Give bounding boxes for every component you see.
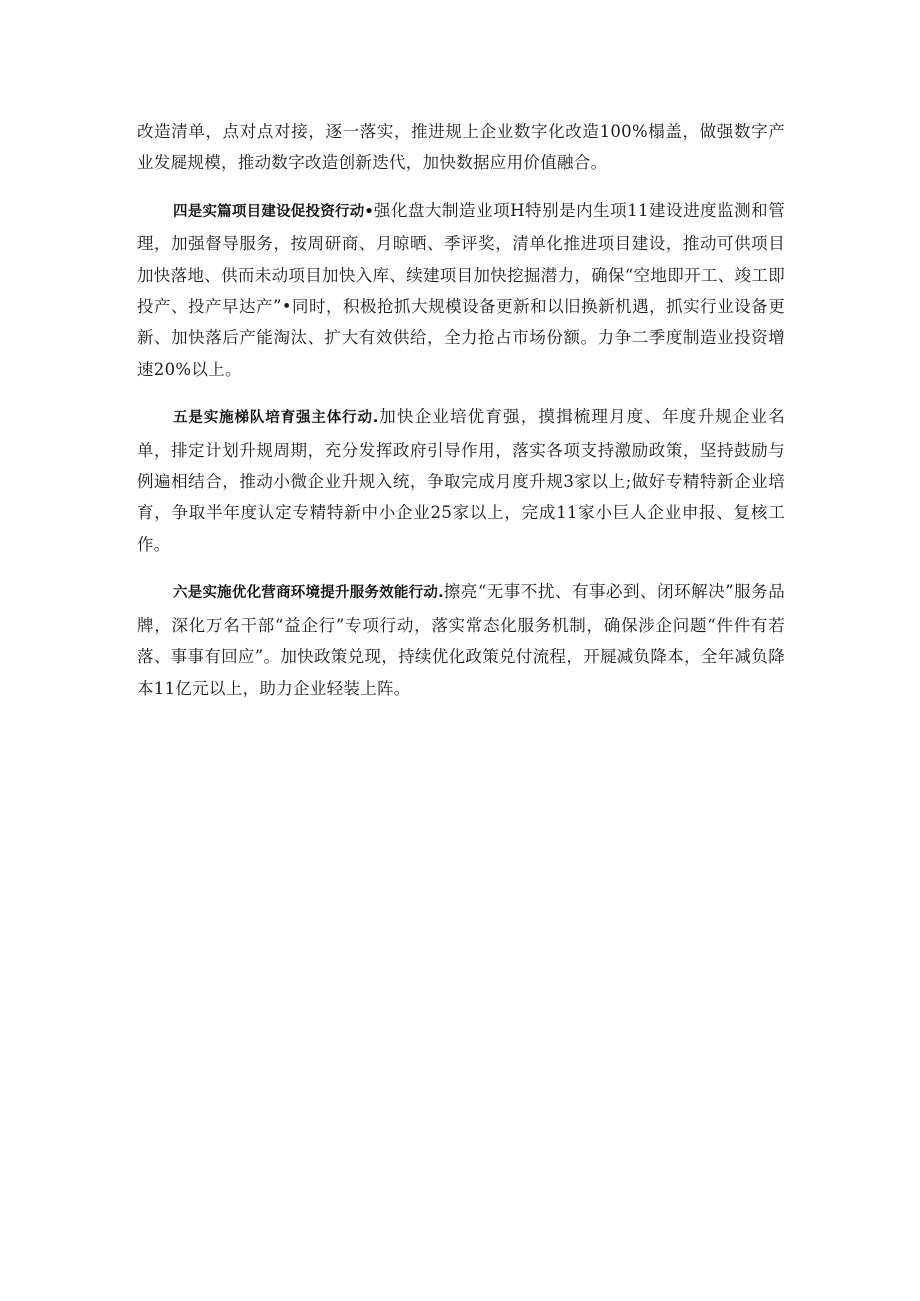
paragraph-item-4 bbox=[137, 195, 785, 385]
paragraph-lead-heading: 五是实施梯队培育强主体行动. bbox=[173, 410, 379, 427]
paragraph-item-5 bbox=[137, 401, 785, 560]
paragraph-text: 强化盘大制造业项H特别是内生项11建设进度监测和管理，加强督导服务，按周研商、月晾晒、季评奖，清单化推进项目建设，推动可供项目加快落地、供而未动项目加快入库、续建项目加快挖掘潜力，确保“空地即开工、竣工即投产、投产早达产”•同时，积极抢抓大规模设备更新和以旧换新机遇，抓实行业设备更新、加快落后产能淘汰、扩大有效供给，全力抢占市场份额。力争二季度制造业投资增速20%以上。 bbox=[137, 200, 785, 379]
paragraph-text: 改造清单，点对点对接，逐一落实，推进规上企业数字化改造100%榻盖，做强数字产业发屣规模，推动数字改造创新迭代，加快数据应用价值融合。 bbox=[137, 122, 785, 173]
paragraph-lead-heading: 四是实篇项目建设促投资行动• bbox=[173, 203, 374, 220]
paragraph-continued bbox=[137, 116, 785, 179]
paragraph-text: 擦亮“无事不扰、有事必到、闭环解决”服务品牌，深化万名干部“益企行”专项行动，落实常态化服务机制，确保涉企问题“件件有若落、事事有回应”。加快政策兑现，持续优化政策兑付流程，开屣减负降本，全年减负降本11亿元以上，助力企业轻装上阵。 bbox=[137, 582, 785, 698]
paragraph-lead-heading: 六是实施优化营商环境提升服务效能行动. bbox=[173, 585, 444, 602]
document-body bbox=[137, 116, 785, 720]
paragraph-item-6 bbox=[137, 576, 785, 704]
paragraph-text: 加快企业培优育强，摸揖梳理月度、年度升规企业名单，排定计划升规周期，充分发挥政府引导作用，落实各项支持激励政策，坚持鼓励与例遍相结合，推动小微企业升规入统，争取完成月度升规3家以上;做好专精特新企业培育，争取半年度认定专精特新中小企业25家以上，完成11家小巨人企业申报、复核工作。 bbox=[137, 407, 785, 554]
